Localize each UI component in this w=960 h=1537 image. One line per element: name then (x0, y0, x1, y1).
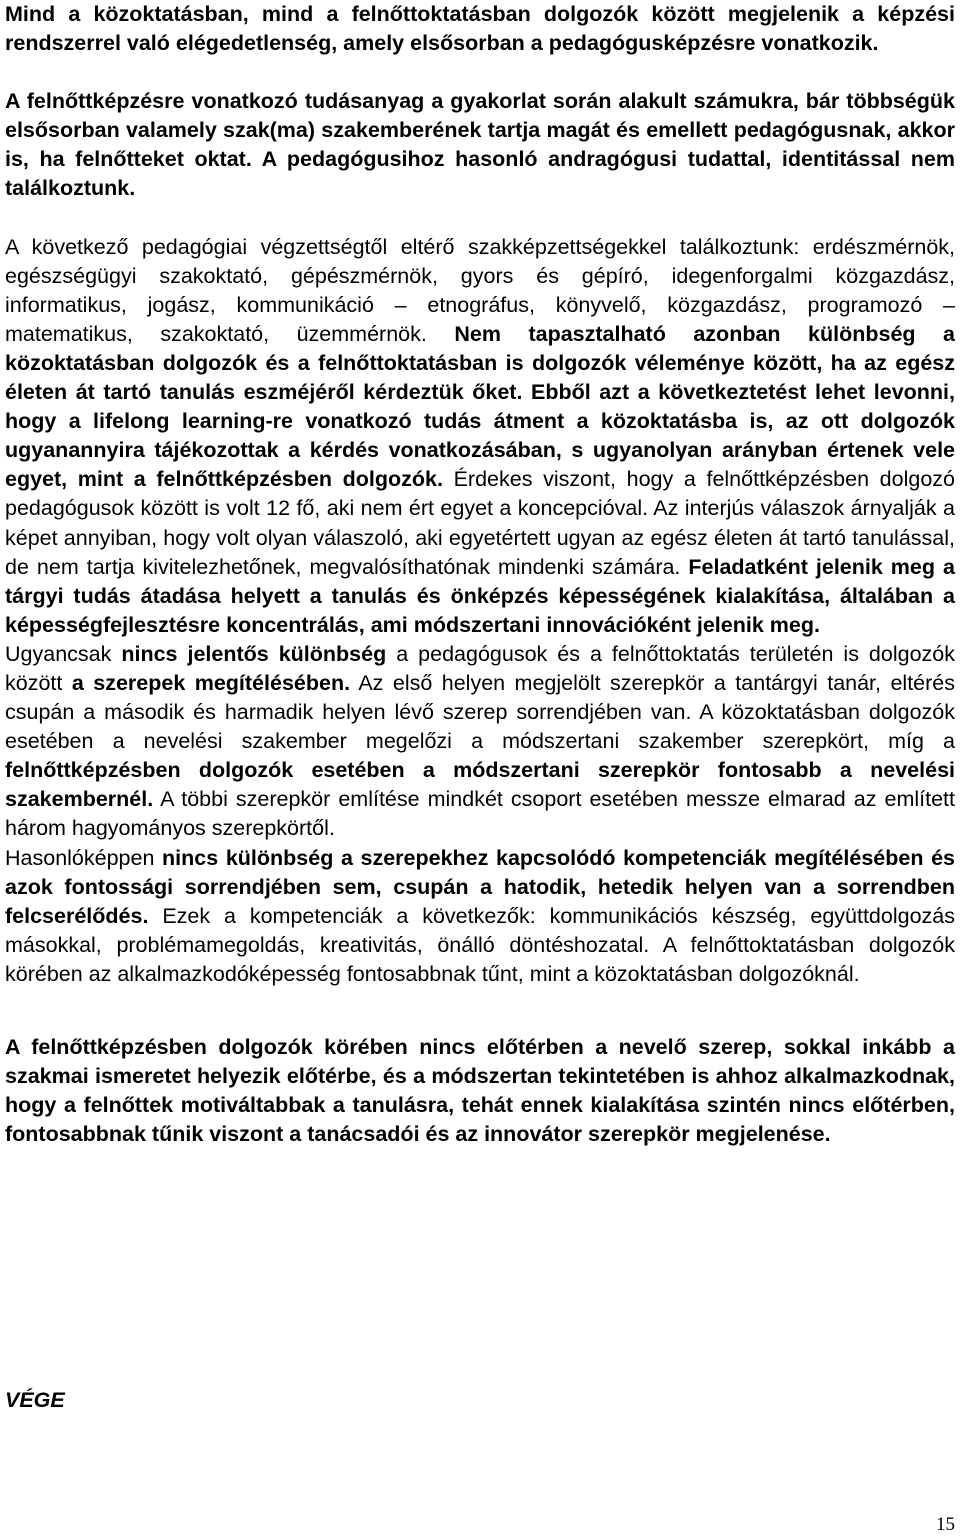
paragraph-qualifications (5, 233, 955, 640)
bold-text-run: Feladatként jelenik meg a tárgyi tudás átadása helyett a tanulás és önképzés képességének kialakítása, általában a képességfejlesztésre koncentrálás, ami módszertani innovációként jelenik meg. (5, 554, 955, 637)
page-number: 15 (936, 1514, 955, 1535)
paragraph-roles (5, 640, 955, 844)
end-marker: VÉGE (5, 1388, 65, 1412)
paragraph-training-dissatisfaction (5, 0, 955, 58)
bold-text-run: nincs különbség a szerepekhez kapcsolódó kompetenciák megítélésében és azok fontossági sorrendjében sem, csupán a hatodik, hetedik helyen van a sorrendben felcserélődés. (5, 845, 955, 928)
paragraph-text: Mind a közoktatásban, mind a felnőttoktatásban dolgozók között megjelenik a képzési rendszerrel való elégedetlenség, amely elsősorban a pedagógusképzésre vonatkozik. (5, 2, 955, 56)
document-page (5, 0, 955, 1149)
paragraph-competencies (5, 844, 955, 989)
bold-text-run: nincs jelentős különbség (121, 641, 387, 666)
paragraph-text: A felnőttképzésre vonatkozó tudásanyag a gyakorlat során alakult számukra, bár többségük elsősorban valamely szak(ma) szakemberének tartja magát és emellett pedagógusnak, akkor is, ha felnőtteket oktat. A pedagógusihoz hasonló andragógusi tudattal, identitással nem találkoztunk. (5, 89, 955, 201)
text-run: A következő pedagógiai végzettségtől eltérő szakképzettségekkel találkoztunk: erdészmérnök, egészségügyi szakoktató, gépészmérnök, gyors és gépíró, idegenforgalmi közgazdász, informatikus, jogász, kommunikáció – etnográfus, könyvelő, közgazdász, programozó – matematikus, szakoktató, üzemmérnök. (5, 234, 955, 346)
paragraph-text: A felnőttképzésben dolgozók körében nincs előtérben a nevelő szerep, sokkal inkább a szakmai ismeretet helyezik előtérbe, és a módszertan tekintetében is ahhoz alkalmazkodnak, hogy a felnőttek motiváltabbak a tanulásra, tehát ennek kialakítása szintén nincs előtérben, fontosabbnak tűnik viszont a tanácsadói és az innovátor szerepkör megjelenése. (5, 1035, 955, 1147)
text-run: Ugyancsak (5, 641, 112, 666)
paragraph-adult-education-knowledge (5, 87, 955, 203)
text-run: Érdekes viszont, hogy a felnőttképzésben dolgozó pedagógusok között is volt 12 fő, aki nem ért egyet a koncepcióval. Az interjús válaszok árnyalják a képet annyiban, hogy volt olyan válaszoló, aki egyetértett ugyan az egész életen át tartó tanulással, de nem tartja kivitelezhetőnek, megvalósíthatónak mindenki számára. (5, 467, 955, 579)
bold-text-run: Nem tapasztalható azonban különbség a közoktatásban dolgozók és a felnőttoktatásban is dolgozók véleménye között, ha az egész életen át tartó tanulás eszméjéről kérdeztük őket. Ebből azt a következtetést lehet levonni, hogy a lifelong learning-re vonatkozó tudás átment a közoktatásba is, az ott dolgozók ugyanannyira tájékozottak a kérdés vonatkozásában, s ugyanolyan arányban értenek vele egyet, mint a felnőttképzésben dolgozók. (5, 321, 956, 492)
text-run: a pedagógusok és a felnőttoktatás területén is dolgozók között (5, 641, 955, 695)
bold-text-run: felnőttképzésben dolgozók esetében a módszertani szerepkör fontosabb a nevelési szakembernél. (5, 758, 955, 812)
text-run: Az első helyen megjelölt szerepkör a tantárgyi tanár, eltérés csupán a második és harmadik helyen lévő szerep sorrendjében van. A közoktatásban dolgozók esetében a nevelési szakember megelőzi a módszertani szakember szerepkört, míg a (5, 670, 955, 754)
paragraph-conclusion (5, 1033, 955, 1149)
text-run: Hasonlóképpen (5, 845, 155, 870)
text-run: A többi szerepkör említése mindkét csoport esetében messze elmarad az említett három hagyományos szerepkörtől. (5, 787, 955, 841)
bold-text-run: a szerepek megítélésében. (71, 670, 351, 695)
text-run: Ezek a kompetenciák a következők: kommunikációs készség, együttdolgozás másokkal, problémamegoldás, kreativitás, önálló döntéshozatal. A felnőttoktatásban dolgozók körében az alkalmazkodóképesség fontosabbnak tűnt, mint a közoktatásban dolgozóknál. (5, 903, 955, 986)
